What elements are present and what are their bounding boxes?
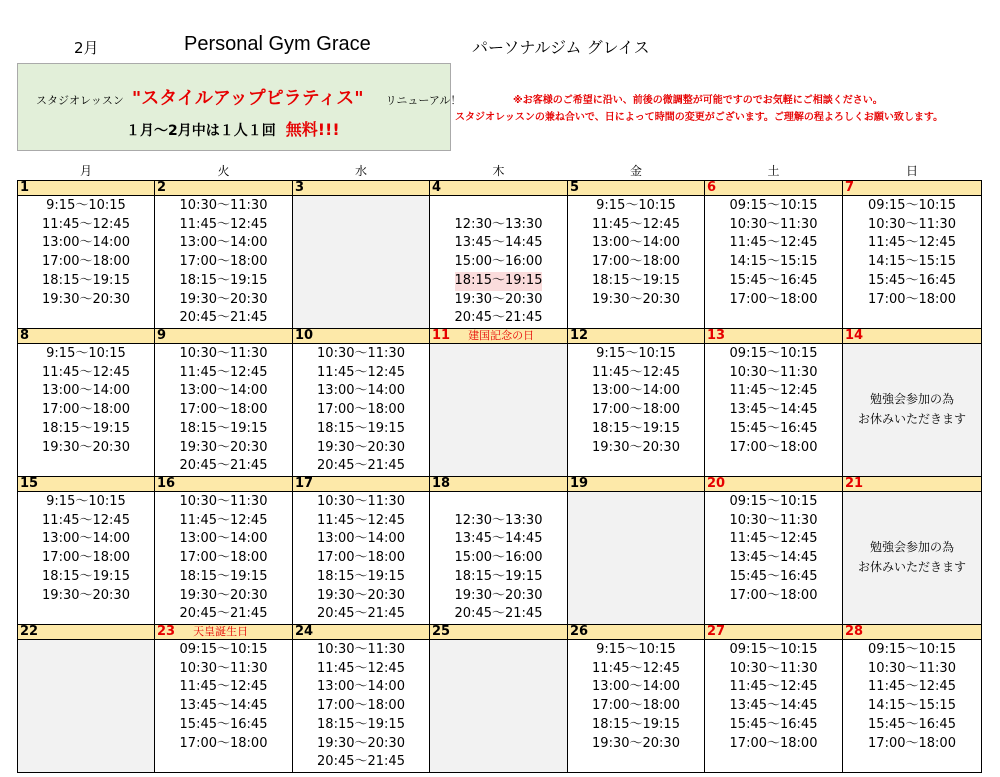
time-slot: 13:00〜14:00 [179, 383, 268, 399]
date-cell [293, 477, 430, 492]
time-slot: 19:30〜20:30 [42, 587, 130, 603]
time-slot: 10:30〜11:30 [729, 364, 818, 380]
time-slot: 17:00〜18:00 [729, 291, 818, 307]
date-number: 14 [845, 328, 864, 343]
time-slot: 17:00〜18:00 [179, 735, 268, 751]
date-cell [705, 625, 843, 640]
time-slot: 18:15〜19:15 [42, 420, 130, 436]
week-slots-row [18, 344, 982, 477]
date-number: 3 [295, 180, 305, 195]
weekday-header: 水 [354, 163, 367, 178]
weekday-header: 土 [767, 163, 780, 178]
time-slot: 17:00〜18:00 [729, 735, 818, 751]
time-slot: 11:45〜12:45 [179, 216, 268, 232]
calendar-body [18, 181, 982, 773]
week-slots-row [18, 492, 982, 625]
time-slot: 20:45〜21:45 [317, 754, 405, 770]
time-slot: 17:00〜18:00 [42, 254, 130, 270]
time-slot: 14:15〜15:15 [868, 698, 956, 714]
date-number: 18 [432, 476, 451, 491]
time-slot: 10:30〜11:30 [317, 346, 405, 361]
time-slot: 11:45〜12:45 [317, 364, 405, 380]
time-slots-cell [705, 492, 843, 625]
date-cell [705, 181, 843, 196]
date-number: 27 [707, 624, 726, 639]
time-slot: 20:45〜21:45 [179, 606, 268, 622]
date-cell [18, 625, 155, 640]
date-cell [568, 181, 705, 196]
time-slots-cell [843, 196, 982, 329]
time-slots-cell [155, 196, 293, 329]
time-slot: 9:15〜10:15 [596, 198, 676, 213]
weekday-header: 月 [79, 163, 92, 178]
time-slot: 11:45〜12:45 [317, 512, 405, 528]
time-slot: 19:30〜20:30 [179, 291, 268, 307]
date-cell [18, 477, 155, 492]
promo-line-1 [36, 84, 461, 110]
time-slot: 9:15〜10:15 [596, 346, 676, 361]
time-slot: 15:45〜16:45 [729, 420, 818, 436]
time-slots-cell [843, 640, 982, 773]
time-slot: 9:15〜10:15 [46, 198, 126, 213]
time-slot: 17:00〜18:00 [179, 550, 268, 566]
time-slot: 20:45〜21:45 [317, 606, 405, 622]
time-slot: 19:30〜20:30 [317, 735, 405, 751]
time-slots-cell [568, 344, 705, 477]
weekday-header: 金 [629, 163, 642, 178]
notice-line-1: ※お客様のご希望に沿い、前後の微調整が可能ですのでお気軽にご相談ください。 [513, 95, 883, 106]
month-label: 2月 [74, 39, 99, 57]
date-cell [18, 329, 155, 344]
date-number: 8 [20, 328, 30, 343]
time-slot: 15:45〜16:45 [179, 716, 268, 732]
time-slot: 13:00〜14:00 [592, 383, 680, 399]
time-slot: 11:45〜12:45 [592, 364, 680, 380]
time-slot: 19:30〜20:30 [454, 587, 543, 603]
promo-line-2 [126, 117, 340, 140]
time-slot: 19:30〜20:30 [592, 735, 680, 751]
page-title: Personal Gym Grace [184, 33, 371, 55]
time-slot: 13:00〜14:00 [42, 235, 130, 251]
date-number: 11 [432, 328, 451, 343]
holiday-name: 天皇誕生日 [193, 625, 249, 638]
time-slot: 18:15〜19:15 [179, 420, 268, 436]
date-number: 5 [570, 180, 580, 195]
time-slot: 13:00〜14:00 [42, 531, 130, 547]
time-slot: 09:15〜10:15 [179, 642, 268, 657]
time-slot: 18:15〜19:15 [317, 716, 405, 732]
date-number: 25 [432, 624, 451, 639]
time-slot: 19:30〜20:30 [592, 291, 680, 307]
date-cell [843, 181, 982, 196]
time-slot: 18:15〜19:15 [179, 272, 268, 288]
time-slot: 20:45〜21:45 [179, 458, 268, 474]
week-slots-row [18, 196, 982, 329]
time-slot: 11:45〜12:45 [42, 512, 130, 528]
time-slot: 19:30〜20:30 [179, 439, 268, 455]
date-cell [293, 625, 430, 640]
date-cell [843, 329, 982, 344]
time-slot: 17:00〜18:00 [592, 402, 680, 418]
time-slot: 11:45〜12:45 [729, 235, 818, 251]
time-slots-cell [18, 492, 155, 625]
promo-free: 無料!!! [285, 120, 340, 139]
time-slot: 18:15〜19:15 [42, 272, 130, 288]
time-slot: 10:30〜11:30 [729, 216, 818, 232]
time-slot: 13:00〜14:00 [592, 679, 680, 695]
time-slot: 10:30〜11:30 [317, 494, 405, 509]
time-slot: 15:45〜16:45 [729, 272, 818, 288]
date-cell [293, 181, 430, 196]
time-slot: 20:45〜21:45 [454, 606, 543, 622]
time-slots-cell [293, 344, 430, 477]
time-slot: 20:45〜21:45 [454, 310, 543, 326]
empty-slot [430, 197, 567, 216]
date-number: 23 [157, 624, 176, 639]
time-slot: 11:45〜12:45 [179, 512, 268, 528]
time-slot: 14:15〜15:15 [868, 254, 956, 270]
time-slot: 20:45〜21:45 [317, 458, 405, 474]
notice-line-2: スタジオレッスンの兼ね合いで、日によって時間の変更がございます。ご理解の程よろしくお願い致します。 [455, 112, 944, 123]
closed-message-line: 勉強会参加の為 [869, 392, 954, 406]
time-slot: 14:15〜15:15 [729, 254, 818, 270]
empty-slot [430, 493, 567, 512]
time-slot: 17:00〜18:00 [317, 402, 405, 418]
time-slot: 17:00〜18:00 [729, 587, 818, 603]
week-slots-row [18, 640, 982, 773]
date-cell [430, 477, 568, 492]
time-slot: 09:15〜10:15 [729, 198, 818, 213]
date-number: 13 [707, 328, 726, 343]
promo-suffix: リニューアル！ [385, 94, 462, 107]
date-number: 6 [707, 180, 717, 195]
time-slot: 11:45〜12:45 [729, 383, 818, 399]
date-number: 12 [570, 328, 589, 343]
time-slot: 13:45〜14:45 [729, 698, 818, 714]
time-slot: 20:45〜21:45 [179, 310, 268, 326]
time-slot: 10:30〜11:30 [179, 494, 268, 509]
time-slot: 13:00〜14:00 [317, 531, 405, 547]
time-slot: 19:30〜20:30 [179, 587, 268, 603]
time-slot: 9:15〜10:15 [46, 494, 126, 509]
promo-prefix: スタジオレッスン [36, 94, 124, 107]
closed-day-cell [293, 196, 430, 329]
date-cell [155, 329, 293, 344]
time-slot: 15:00〜16:00 [454, 550, 543, 566]
time-slot: 13:45〜14:45 [729, 402, 818, 418]
date-cell [568, 329, 705, 344]
date-cell [293, 329, 430, 344]
promo-offer: １月〜2月中は１人１回 [126, 123, 276, 139]
time-slots-cell [430, 196, 568, 329]
time-slot: 13:45〜14:45 [179, 698, 268, 714]
week-date-row [18, 477, 982, 492]
time-slots-cell [705, 640, 843, 773]
time-slot: 15:45〜16:45 [729, 716, 818, 732]
time-slot: 19:30〜20:30 [454, 291, 543, 307]
time-slots-cell [18, 344, 155, 477]
time-slot: 19:30〜20:30 [42, 439, 130, 455]
time-slot: 9:15〜10:15 [46, 346, 126, 361]
time-slot: 18:15〜19:15 [592, 272, 680, 288]
time-slot: 11:45〜12:45 [729, 679, 818, 695]
time-slot: 13:00〜14:00 [179, 235, 268, 251]
time-slot: 18:15〜19:15 [455, 272, 543, 291]
date-cell [843, 625, 982, 640]
week-date-row [18, 181, 982, 196]
time-slot: 10:30〜11:30 [317, 642, 405, 657]
time-slot: 11:45〜12:45 [179, 679, 268, 695]
promo-box [17, 63, 462, 151]
time-slot: 17:00〜18:00 [42, 550, 130, 566]
date-cell [705, 329, 843, 344]
date-number: 26 [570, 624, 589, 639]
time-slots-cell [705, 196, 843, 329]
date-number: 19 [570, 476, 589, 491]
closed-day-cell [18, 640, 155, 773]
time-slot: 9:15〜10:15 [596, 642, 676, 657]
time-slots-cell [430, 492, 568, 625]
time-slot: 19:30〜20:30 [317, 439, 405, 455]
time-slot: 10:30〜11:30 [729, 660, 818, 676]
date-cell [568, 625, 705, 640]
time-slot: 17:00〜18:00 [592, 254, 680, 270]
time-slot: 13:45〜14:45 [454, 531, 543, 547]
holiday-name: 建国記念の日 [468, 329, 535, 342]
closed-day-cell [568, 492, 705, 625]
date-cell [430, 181, 568, 196]
time-slot: 11:45〜12:45 [42, 216, 130, 232]
date-number: 21 [845, 476, 864, 491]
time-slot: 10:30〜11:30 [179, 660, 268, 676]
time-slots-cell [293, 640, 430, 773]
closed-day-cell [843, 492, 982, 625]
closed-message-line: お休みいただきます [857, 412, 966, 426]
time-slots-cell [155, 344, 293, 477]
weekday-header: 日 [905, 163, 918, 178]
time-slot: 17:00〜18:00 [179, 254, 268, 270]
time-slot: 18:15〜19:15 [42, 568, 130, 584]
date-cell [843, 477, 982, 492]
week-date-row [18, 625, 982, 640]
date-cell [568, 477, 705, 492]
date-number: 9 [157, 328, 167, 343]
time-slot: 15:45〜16:45 [729, 568, 818, 584]
time-slot: 10:30〜11:30 [868, 660, 956, 676]
time-slot: 11:45〜12:45 [868, 235, 956, 251]
closed-message-line: お休みいただきます [857, 560, 966, 574]
date-number: 2 [157, 180, 167, 195]
time-slot: 18:15〜19:15 [317, 420, 405, 436]
time-slot: 13:00〜14:00 [317, 383, 405, 399]
time-slot: 13:00〜14:00 [592, 235, 680, 251]
time-slot: 09:15〜10:15 [729, 346, 818, 361]
date-number: 15 [20, 476, 39, 491]
schedule-calendar [17, 160, 982, 773]
time-slot: 11:45〜12:45 [179, 364, 268, 380]
date-cell [430, 625, 568, 640]
date-number: 17 [295, 476, 314, 491]
date-number: 16 [157, 476, 176, 491]
time-slot: 19:30〜20:30 [592, 439, 680, 455]
time-slot: 18:15〜19:15 [592, 716, 680, 732]
date-cell [155, 181, 293, 196]
date-number: 10 [295, 328, 314, 343]
time-slots-cell [293, 492, 430, 625]
time-slot: 13:00〜14:00 [317, 679, 405, 695]
time-slot: 11:45〜12:45 [42, 364, 130, 380]
time-slot: 09:15〜10:15 [868, 198, 956, 213]
time-slot: 12:30〜13:30 [454, 216, 543, 232]
time-slots-cell [568, 640, 705, 773]
date-number: 7 [845, 180, 855, 195]
closed-day-cell [430, 344, 568, 477]
date-cell [155, 625, 293, 640]
time-slots-cell [155, 492, 293, 625]
date-cell [155, 477, 293, 492]
time-slots-cell [705, 344, 843, 477]
date-number: 24 [295, 624, 314, 639]
time-slot: 17:00〜18:00 [729, 439, 818, 455]
promo-highlight: "スタイルアップピラティス" [131, 88, 364, 109]
page-subtitle: パーソナルジム グレイス [472, 38, 650, 57]
date-number: 22 [20, 624, 39, 639]
time-slot: 17:00〜18:00 [592, 698, 680, 714]
date-number: 20 [707, 476, 726, 491]
time-slot: 11:45〜12:45 [592, 660, 680, 676]
time-slot: 17:00〜18:00 [868, 291, 956, 307]
time-slot: 11:45〜12:45 [592, 216, 680, 232]
time-slot: 17:00〜18:00 [868, 735, 956, 751]
time-slot: 11:45〜12:45 [868, 679, 956, 695]
time-slot: 18:15〜19:15 [179, 568, 268, 584]
time-slot: 15:45〜16:45 [868, 272, 956, 288]
week-date-row [18, 329, 982, 344]
time-slot: 12:30〜13:30 [454, 512, 543, 528]
time-slot: 17:00〜18:00 [317, 550, 405, 566]
date-cell [18, 181, 155, 196]
closed-day-cell [430, 640, 568, 773]
closed-message [843, 389, 981, 429]
weekday-header: 火 [217, 163, 230, 178]
weekday-header-row [18, 160, 982, 181]
closed-day-cell [843, 344, 982, 477]
time-slot: 17:00〜18:00 [317, 698, 405, 714]
time-slot: 17:00〜18:00 [42, 402, 130, 418]
closed-message-line: 勉強会参加の為 [869, 540, 954, 554]
time-slot: 10:30〜11:30 [179, 198, 268, 213]
time-slot: 10:30〜11:30 [868, 216, 956, 232]
time-slot: 13:00〜14:00 [42, 383, 130, 399]
closed-message [843, 537, 981, 577]
time-slot: 15:45〜16:45 [868, 716, 956, 732]
date-cell [705, 477, 843, 492]
time-slots-cell [155, 640, 293, 773]
time-slot: 18:15〜19:15 [454, 568, 543, 584]
date-cell [430, 329, 568, 344]
time-slot: 13:45〜14:45 [454, 235, 543, 251]
time-slot: 19:30〜20:30 [42, 291, 130, 307]
time-slot: 10:30〜11:30 [179, 346, 268, 361]
time-slot: 18:15〜19:15 [317, 568, 405, 584]
time-slot: 09:15〜10:15 [868, 642, 956, 657]
time-slots-cell [18, 196, 155, 329]
date-number: 4 [432, 180, 442, 195]
time-slot: 19:30〜20:30 [317, 587, 405, 603]
time-slot: 18:15〜19:15 [592, 420, 680, 436]
time-slots-cell [568, 196, 705, 329]
time-slot: 11:45〜12:45 [729, 531, 818, 547]
time-slot: 11:45〜12:45 [317, 660, 405, 676]
time-slot: 09:15〜10:15 [729, 494, 818, 509]
time-slot: 13:45〜14:45 [729, 550, 818, 566]
time-slot: 09:15〜10:15 [729, 642, 818, 657]
time-slot: 17:00〜18:00 [179, 402, 268, 418]
date-number: 28 [845, 624, 864, 639]
weekday-header: 木 [492, 163, 505, 178]
time-slot: 15:00〜16:00 [454, 254, 543, 270]
time-slot: 13:00〜14:00 [179, 531, 268, 547]
time-slot: 10:30〜11:30 [729, 512, 818, 528]
date-number: 1 [20, 180, 30, 195]
notice [455, 92, 995, 126]
